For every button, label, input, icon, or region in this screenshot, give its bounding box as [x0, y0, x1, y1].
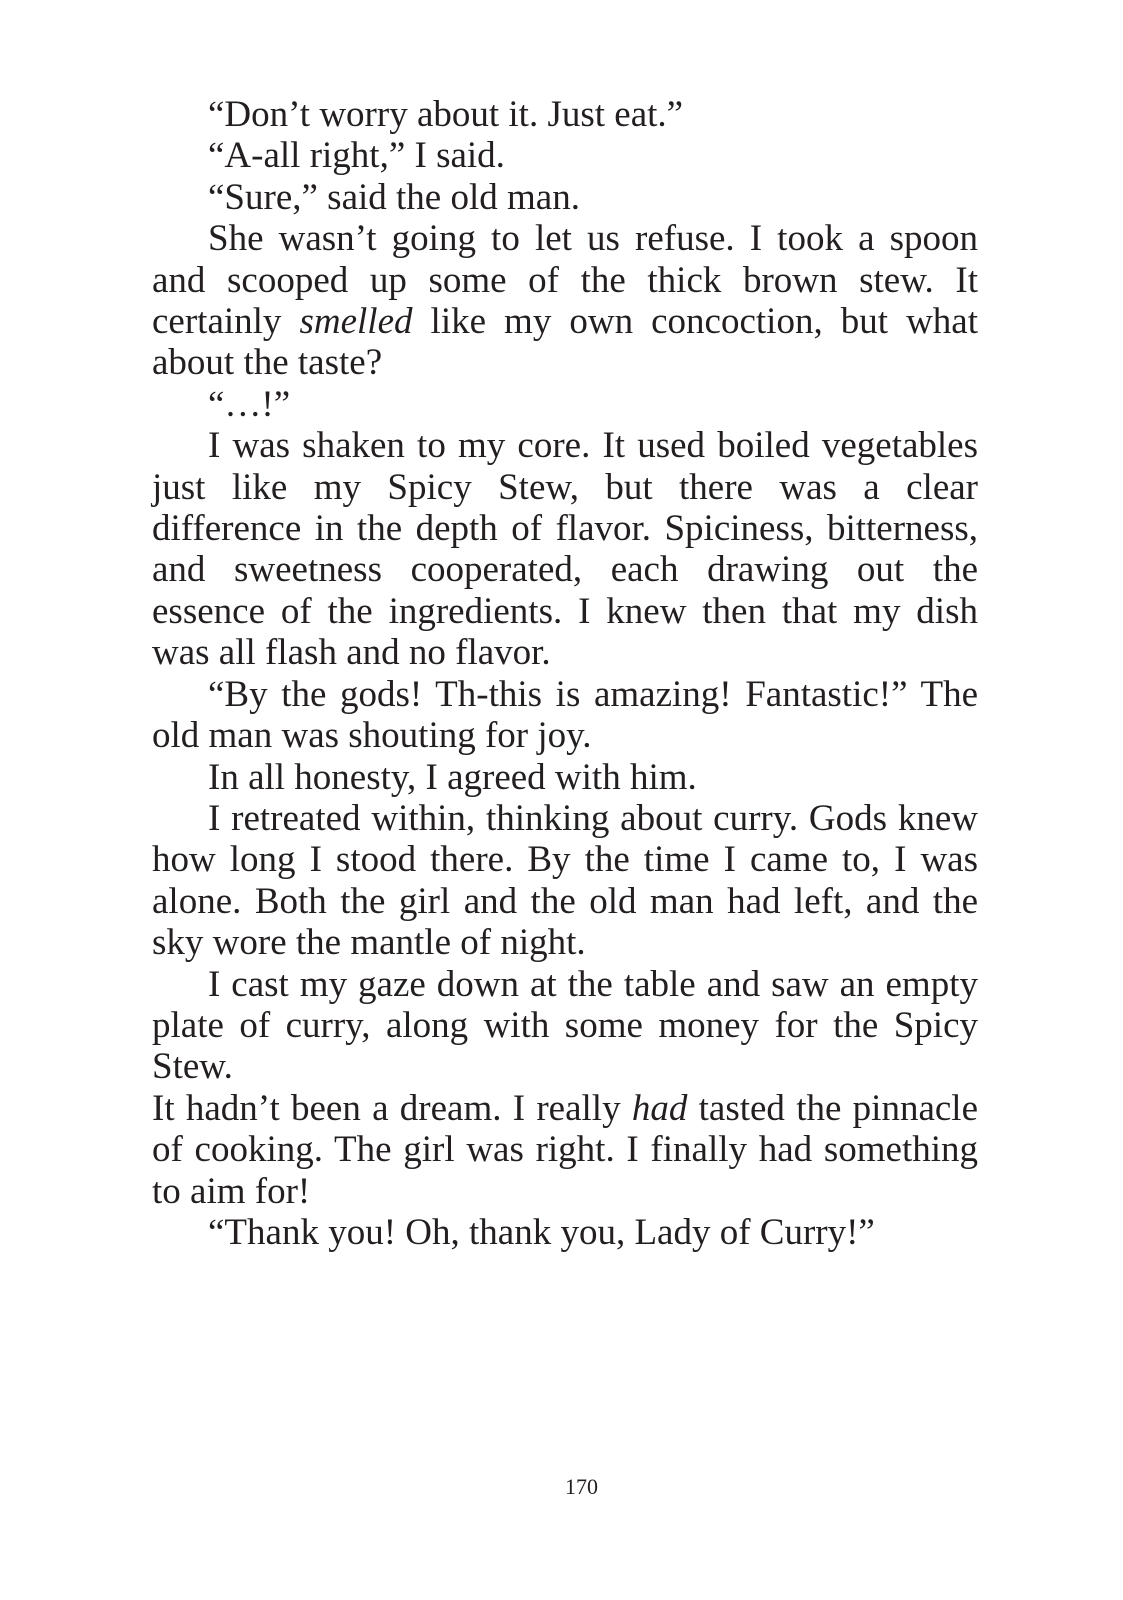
paragraph-7: “By the gods! Th-this is amazing! Fantastic!” The old man was shouting for joy. [152, 673, 978, 757]
paragraph-8: In all honesty, I agreed with him. [208, 756, 697, 798]
paragraph-6: I was shaken to my core. It used boiled vegetables just like my Spicy Stew, but there was a clear difference in the depth of flavor. Spiciness, bitterness, and sweetness cooperated, each drawing out the essence of the ingredients. I knew then that my dish was all flash and no flavor. [152, 425, 978, 674]
paragraph-2: “A-all right,” I said. [208, 135, 505, 177]
paragraph-4-part-1: She wasn’t going to let us refuse. I took a spoon and scooped up some of the thick brown stew. It certainly [152, 218, 978, 343]
paragraph-10: I cast my gaze down at the table and saw an empty plate of curry, along with some money for the Spicy Stew. [152, 963, 978, 1088]
paragraph-11 [152, 1088, 978, 1212]
paragraph-4-italic: smelled [299, 301, 413, 343]
paragraph-4-part-3: like my own concoction, but what about the taste? [152, 301, 978, 384]
paragraph-5: “…!” [208, 383, 291, 425]
page-number: 170 [565, 1474, 598, 1499]
paragraph-11-part-3: tasted the pinnacle of cooking. The girl was right. I finally had something to aim for! [152, 1087, 978, 1212]
paragraph-4 [152, 218, 978, 384]
paragraph-1: “Don’t worry about it. Just eat.” [208, 94, 684, 135]
paragraph-3: “Sure,” said the old man. [208, 176, 580, 218]
paragraph-11-part-1: It hadn’t been a dream. I really [152, 1087, 632, 1129]
paragraph-12: “Thank you! Oh, thank you, Lady of Curry!” [208, 1211, 875, 1253]
paragraph-11-italic: had [631, 1087, 688, 1129]
page-body [152, 94, 978, 1253]
paragraph-9: I retreated within, thinking about curry. Gods knew how long I stood there. By the time I came to, I was alone. Both the girl and the old man had left, and the sky wore the mantle of night. [152, 797, 978, 964]
